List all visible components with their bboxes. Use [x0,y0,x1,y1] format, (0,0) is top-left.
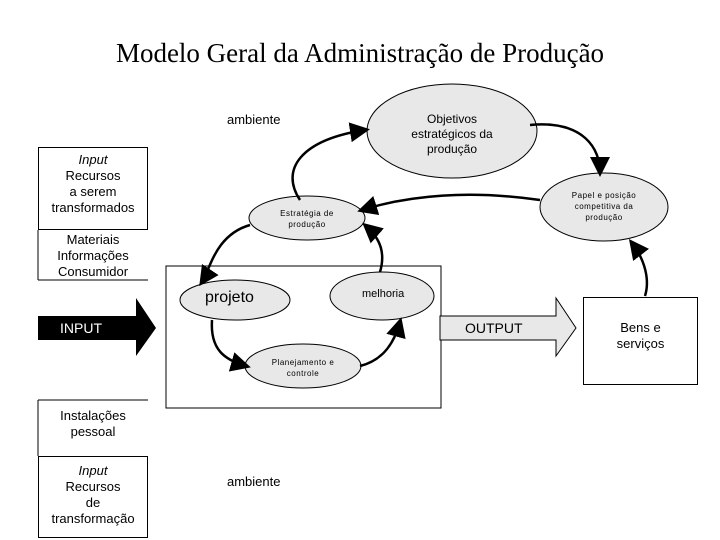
objetivos-line-3: produção [426,142,478,156]
input-resources-line-3: transformados [51,200,135,215]
papel-line-2: competitiva da [574,202,634,211]
estrategia-line-2: produção [288,220,326,229]
input-arrow-label: INPUT [60,320,102,336]
objetivos-line-2: estratégicos da [411,127,493,141]
papel-line-1: Papel e posição [571,191,637,200]
materiais-line-3: Consumidor [57,264,129,279]
bens-line-2: serviços [616,336,665,351]
planejamento-line-2: controle [286,369,320,378]
estrategia-label [257,208,357,230]
objetivos-label [392,112,512,157]
papel-line-3: produção [585,213,623,222]
planejamento-line-1: Planejamento e [271,358,335,367]
projeto-label: projeto [205,289,254,306]
bens-line-1: Bens e [620,320,661,335]
input-transformation-heading: Input [78,463,108,478]
ambiente-bottom-label: ambiente [227,474,281,489]
objetivos-line-1: Objetivos [426,112,478,126]
materiais-line-2: Informações [57,248,129,263]
input-transformation-line-2: de [85,495,101,510]
input-transformation-line-3: transformação [51,511,135,526]
planejamento-label [253,357,353,379]
papel-label [554,190,654,223]
instalacoes-list [38,408,148,440]
input-resources-heading: Input [78,152,108,167]
bens-box [583,297,698,385]
instalacoes-line-2: pessoal [70,424,116,439]
output-arrow-label: OUTPUT [465,320,523,336]
ambiente-top-label: ambiente [227,112,281,127]
page-title: Modelo Geral da Administração de Produção [115,38,605,68]
instalacoes-line-1: Instalações [60,408,126,423]
input-transformation-box [38,456,148,538]
input-resources-line-2: a serem [69,184,117,199]
input-resources-box [38,147,148,230]
input-resources-line-1: Recursos [65,168,121,183]
melhoria-label: melhoria [362,288,405,300]
materiais-line-1: Materiais [66,232,120,247]
materiais-list [38,232,148,280]
estrategia-line-1: Estratégia de [280,209,334,218]
input-transformation-line-1: Recursos [65,479,121,494]
